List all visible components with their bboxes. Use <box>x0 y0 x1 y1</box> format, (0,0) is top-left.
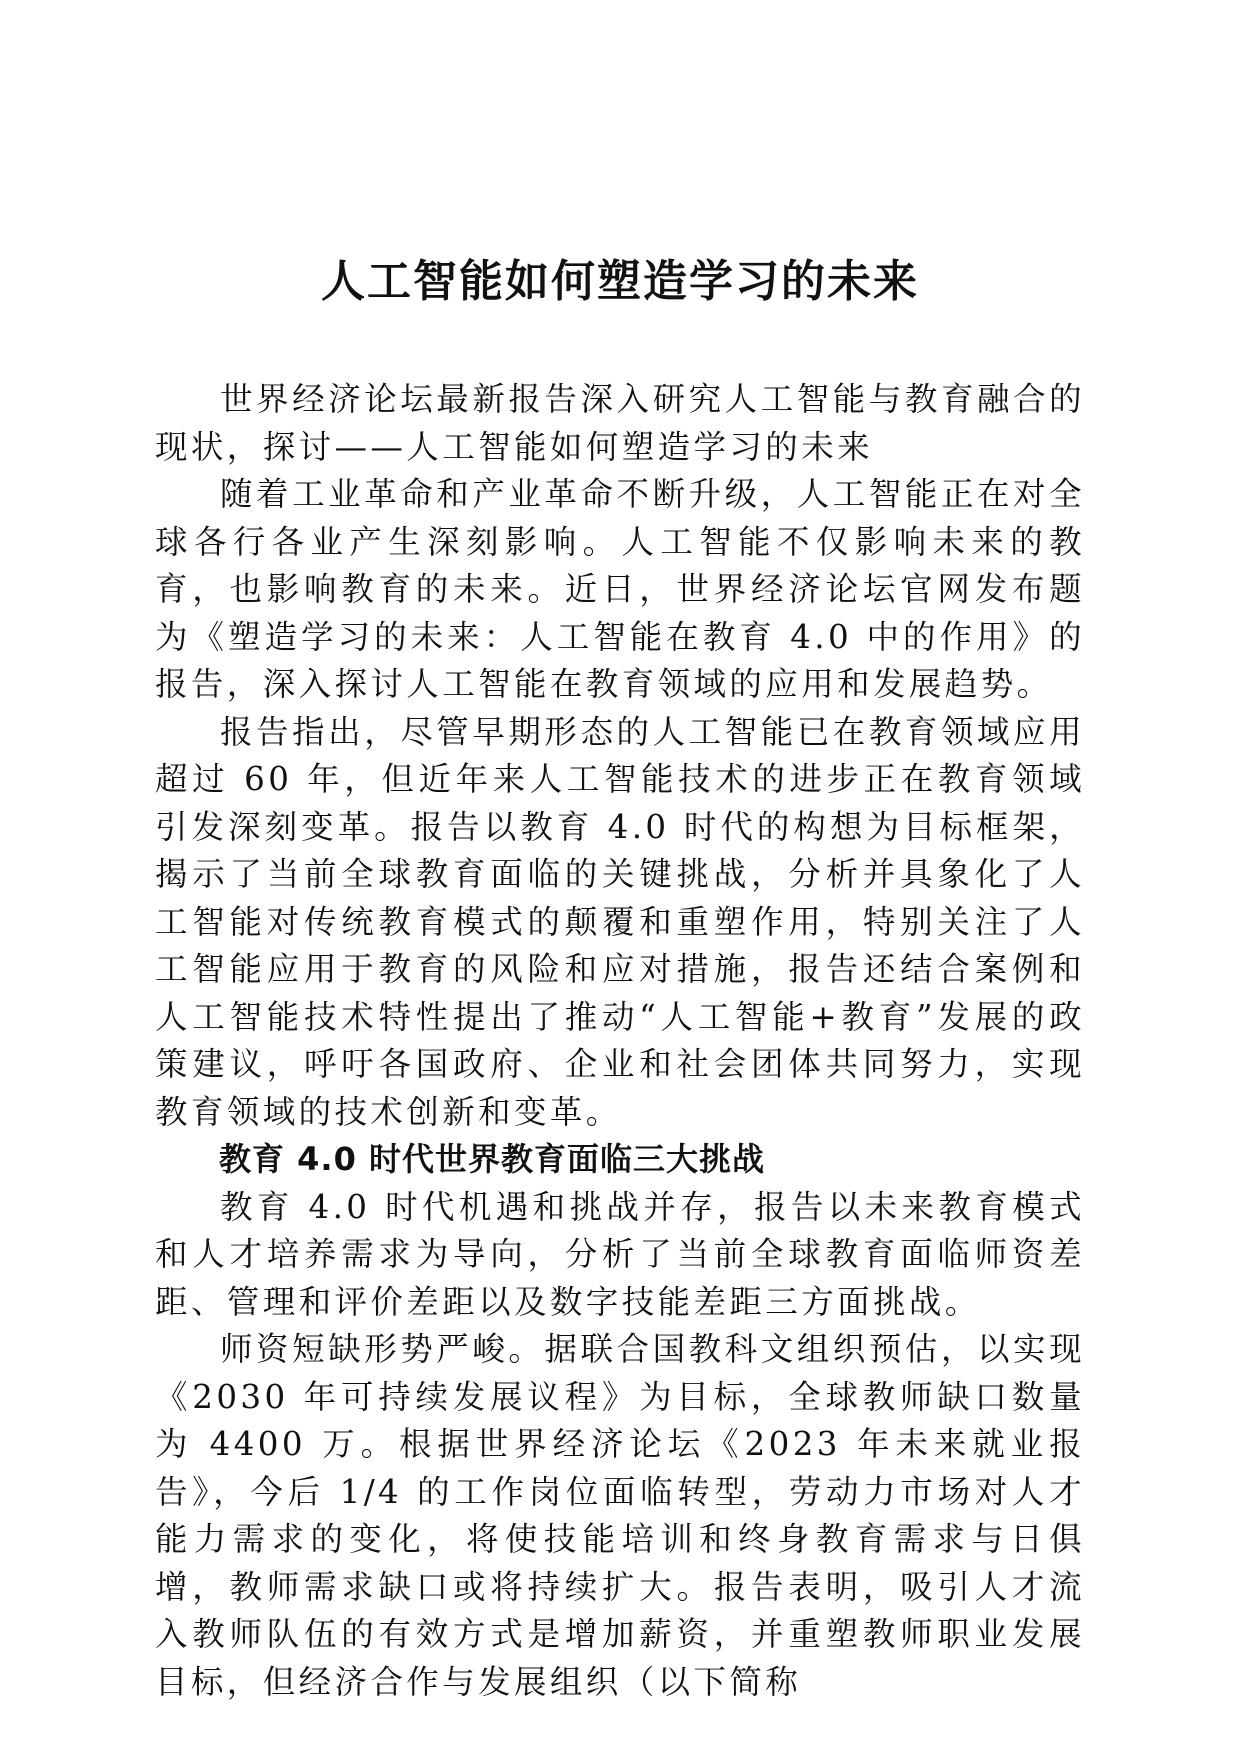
paragraph-teacher-shortage: 师资短缺形势严峻。据联合国教科文组织预估，以实现《2030 年可持续发展议程》为目标，全球教师缺口数量为 4400 万。根据世界经济论坛《2023 年未来就业报告》，今后 1/4 的工作岗位面临转型，劳动力市场对人才能力需求的变化，将使技能培训和终身教育需求与日俱增，教师需求缺口或将持续扩大。报告表明，吸引人才流入教师队伍的有效方式是增加薪资，并重塑教师职业发展目标，但经济合作与发展组织（以下简称 <box>155 1330 1085 1701</box>
paragraph-background: 随着工业革命和产业革命不断升级，人工智能正在对全球各行各业产生深刻影响。人工智能不仅影响未来的教育，也影响教育的未来。近日，世界经济论坛官网发布题为《塑造学习的未来：人工智能在教育 4.0 中的作用》的报告，深入探讨人工智能在教育领域的应用和发展趋势。 <box>155 475 1085 703</box>
document-body <box>155 376 1085 1706</box>
section-heading: 教育 4.0 时代世界教育面临三大挑战 <box>219 1140 765 1178</box>
document-title: 人工智能如何塑造学习的未来 <box>321 256 919 307</box>
paragraph-intro: 世界经济论坛最新报告深入研究人工智能与教育融合的现状，探讨——人工智能如何塑造学习的未来 <box>155 380 1085 466</box>
paragraph-report-summary: 报告指出，尽管早期形态的人工智能已在教育领域应用超过 60 年，但近年来人工智能技术的进步正在教育领域引发深刻变革。报告以教育 4.0 时代的构想为目标框架，揭示了当前全球教育面临的关键挑战，分析并具象化了人工智能对传统教育模式的颠覆和重塑作用，特别关注了人工智能应用于教育的风险和应对措施，报告还结合案例和人工智能技术特性提出了推动“人工智能+教育”发展的政策建议，呼吁各国政府、企业和社会团体共同努力，实现教育领域的技术创新和变革。 <box>155 712 1085 1131</box>
paragraph-challenges-overview: 教育 4.0 时代机遇和挑战并存，报告以未来教育模式和人才培养需求为导向，分析了当前全球教育面临师资差距、管理和评价差距以及数字技能差距三方面挑战。 <box>155 1187 1085 1321</box>
